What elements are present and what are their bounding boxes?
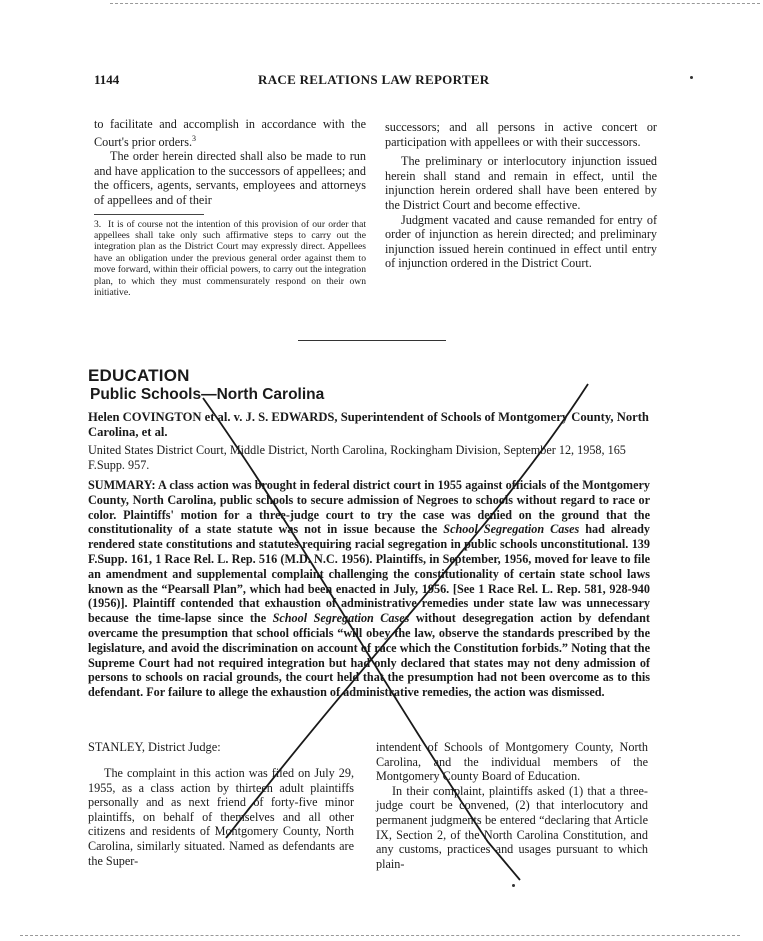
paragraph: Judgment vacated and cause remanded for entry of order of injunction as herein directed; and preliminary injunction issued herein continued in effect until entry of injunction ordered in the District Court. bbox=[385, 212, 657, 271]
opinion-left-column bbox=[88, 766, 354, 868]
top-left-column bbox=[94, 117, 366, 298]
paragraph: The order herein directed shall also be made to run and have application to the successors of appellees; and the officers, agents, servants, employees and attorneys of appellees and of their bbox=[94, 149, 366, 208]
scan-edge-bottom bbox=[20, 935, 740, 936]
section-subtitle: Public Schools—North Carolina bbox=[90, 386, 325, 403]
case-summary bbox=[88, 478, 650, 700]
footnote-rule bbox=[94, 214, 204, 215]
opinion-right-column bbox=[376, 740, 648, 871]
summary-text: SUMMARY: A class action was brought in federal district court in 1955 against officials of the Montgomery County, North Carolina, public schools to secure admission of Negroes to schools without regard to race or color. Plaintiffs' motion for a three-judge court to try the case was denied on the ground that the constitutionality of a state statute was not in issue because the bbox=[88, 478, 650, 537]
scan-speck bbox=[690, 76, 693, 79]
case-name-italic: School Segregation Cases bbox=[272, 611, 410, 626]
judge-name: STANLEY, District Judge: bbox=[88, 740, 221, 754]
running-head: RACE RELATIONS LAW REPORTER bbox=[258, 72, 490, 87]
summary-text: without desegregation action by defendant overcame the presumption that school officials “will obey the law, observe the standards prescribed by the legislature, and avoid the discrimination on account of race which the Constitution forbids.” Noting that the Supreme Court had not required integration but had only declared that states may not deny admission of persons to schools on racial grounds, the court held that the presumption had not been overcome as to this defendant. For failure to allege the exhaustion of administrative remedies, the action was dismissed. bbox=[88, 611, 650, 700]
section-divider bbox=[298, 340, 446, 341]
footnote-text: It is of course not the intention of this provision of our order that appellees shall take only such affirmative steps to carry out the integration plan as the District Court may expressly direct. Appellees have an obligation under the previous general order against them to move forward, within their official powers, to carry out the integration plan, to which they must commensurately respond on their own initiative. bbox=[94, 218, 366, 299]
paragraph: The complaint in this action was filed on July 29, 1955, as a class action by thirteen adult plaintiffs personally and as next friend of forty-five minor plaintiffs, on behalf of themselves and all other citizens and residents of Montgomery County, North Carolina, similarly situated. Named as defendants are the Super- bbox=[88, 766, 354, 868]
paragraph-text: to facilitate and accomplish in accordance with the Court's prior orders. bbox=[94, 117, 366, 149]
page-number: 1144 bbox=[94, 72, 120, 87]
scan-edge-top bbox=[110, 3, 760, 4]
scan-speck bbox=[512, 884, 515, 887]
footnote-ref: 3 bbox=[192, 133, 196, 143]
section-title: EDUCATION bbox=[88, 366, 190, 385]
case-title: Helen COVINGTON et al. v. J. S. EDWARDS, Superintendent of Schools of Montgomery County, North Carolina, et al. bbox=[88, 410, 649, 439]
paragraph: The preliminary or interlocutory injunction issued herein shall stand and remain in effect, until the injunction herein ordered shall have been entered by the District Court and become effective. bbox=[385, 154, 657, 212]
footnote bbox=[94, 219, 366, 299]
paragraph bbox=[94, 117, 366, 149]
paragraph: intendent of Schools of Montgomery County, North Carolina, and the individual members of the Montgomery County Board of Education. bbox=[376, 740, 648, 784]
paragraph: successors; and all persons in active concert or participation with appellees or with their successors. bbox=[385, 120, 657, 149]
footnote-number: 3. bbox=[94, 218, 102, 230]
court-citation: United States District Court, Middle District, North Carolina, Rockingham Division, September 12, 1958, 165 F.Supp. 957. bbox=[88, 443, 626, 472]
case-name-italic: School Segregation Cases bbox=[443, 522, 580, 537]
paragraph: In their complaint, plaintiffs asked (1) that a three-judge court be convened, (2) that interlocutory and permanent judgments be entered “declaring that Article IX, Section 2, of the North Carolina Constitution, and any customs, practices and usages pursuant to which plain- bbox=[376, 783, 648, 871]
summary-text: had already rendered state constitutions and statutes requiring racial segregation in public schools unconstitutional. 139 F.Supp. 161, 1 Race Rel. L. Rep. 516 (M.D. N.C. 1956). Plaintiffs, in September, 1956, moved for leave to file an amendment and supplemental complaint challenging the constitutionality of certain state school laws known as the “Pearsall Plan”, which had been enacted in July, 1956. [See 1 Race Rel. L. Rep. 581, 928-940 (1956)]. Plaintiff contended that exhaustion of administrative remedies under state law was unnecessary because the time-lapse since the bbox=[88, 522, 650, 626]
top-right-column bbox=[385, 120, 657, 271]
